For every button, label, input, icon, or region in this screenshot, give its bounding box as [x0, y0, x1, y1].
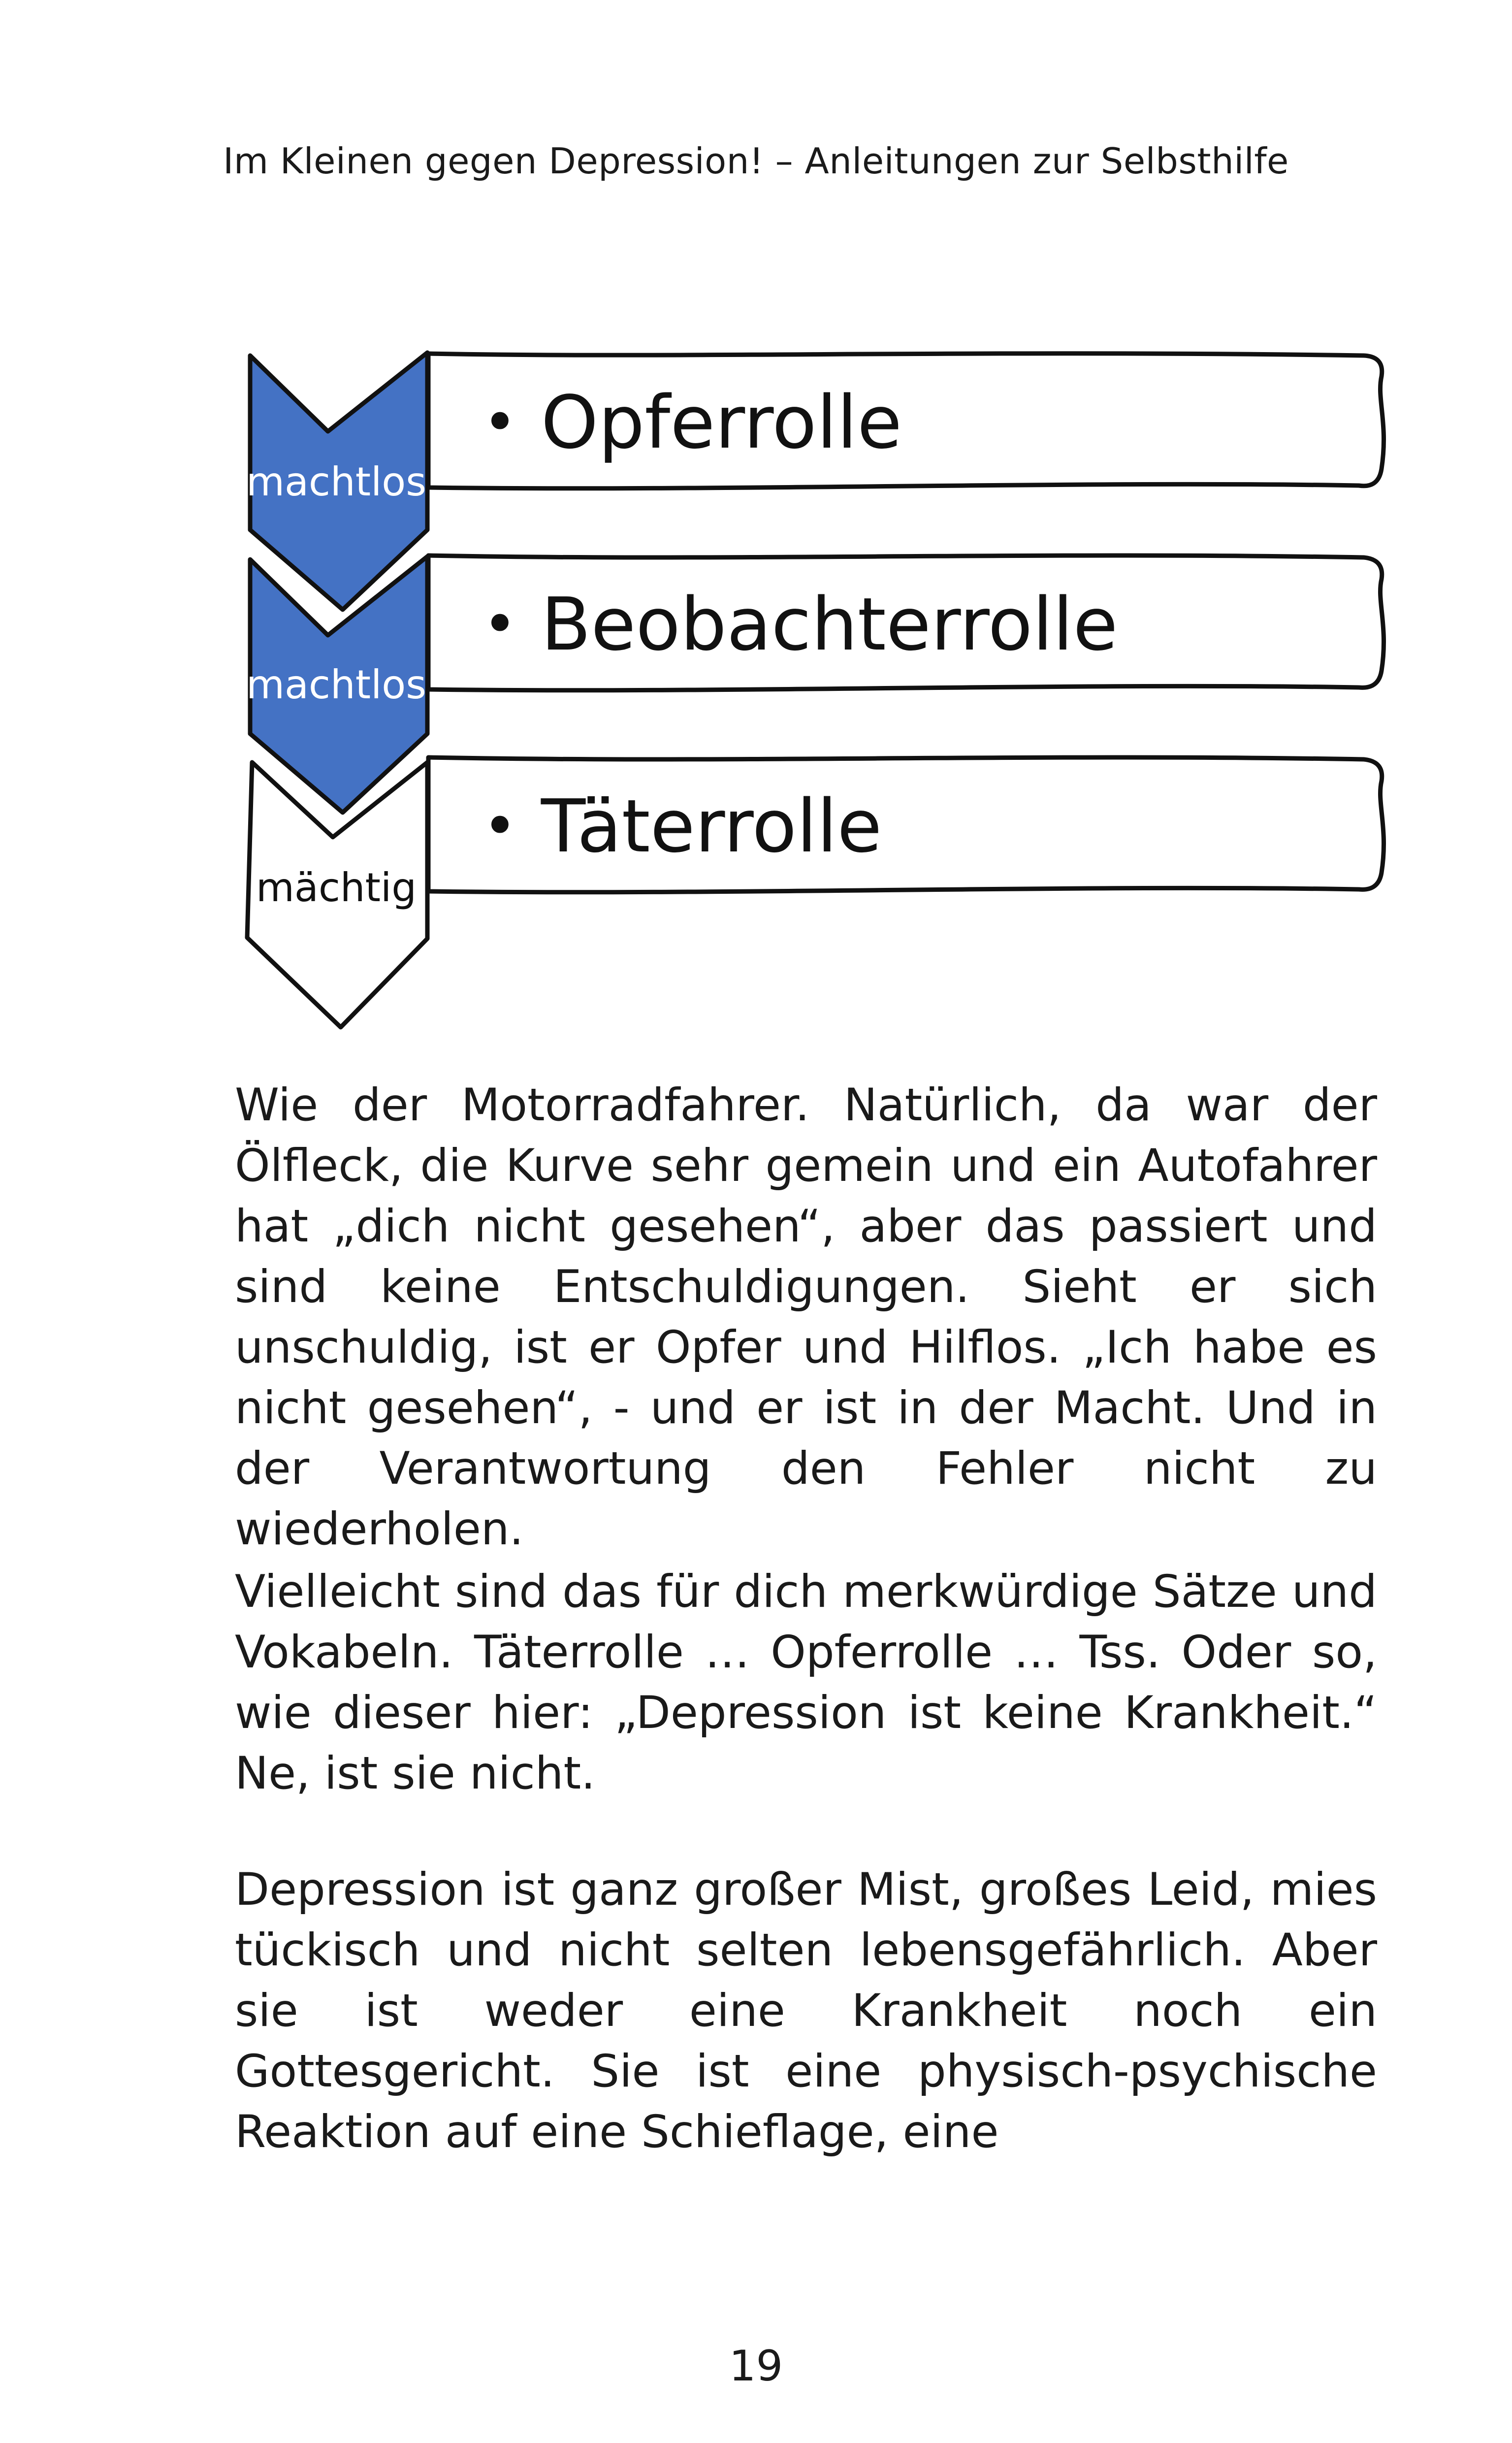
role-label-3: Täterrolle — [541, 784, 882, 869]
bullet-3: • — [483, 792, 517, 861]
role-item-1 — [483, 373, 902, 472]
page-number: 19 — [729, 2342, 783, 2391]
bullet-2: • — [483, 590, 517, 659]
role-label-1: Opferrolle — [541, 380, 902, 465]
role-item-2 — [483, 575, 1118, 674]
chevron-label-3: mächtig — [256, 865, 417, 911]
role-diagram — [236, 345, 1418, 1049]
role-item-3 — [483, 777, 882, 876]
paragraph-1: Wie der Motorradfahrer. Natürlich, da war der Ölfleck, die Kurve sehr gemein und ein Autofahrer hat „dich nicht gesehen“, aber das passiert und sind keine Entschuldigungen. Sieht er sich unschuldig, ist er Opfer und Hilflos. „Ich habe es nicht gesehen“, - und er ist in der Macht. Und in der Verantwortung den Fehler nicht zu wiederholen. — [235, 1079, 1377, 1555]
running-header: Im Kleinen gegen Depression! – Anleitungen zur Selbsthilfe — [223, 140, 1289, 182]
chevron-label-2: machtlos — [246, 662, 426, 708]
role-label-2: Beobachterrolle — [541, 582, 1118, 667]
bullet-1: • — [483, 388, 517, 457]
paragraph-3: Depression ist ganz großer Mist, großes Leid, mies tückisch und nicht selten lebensgefährlich. Aber sie ist weder eine Krankheit noch ein Gottesgericht. Sie ist eine physisch-psychische Reaktion auf eine Schieflage, eine — [235, 1864, 1377, 2158]
chevron-label-1: machtlos — [246, 459, 426, 505]
paragraph-2: Vielleicht sind das für dich merkwürdige Sätze und Vokabeln. Täterrolle … Opferrolle … Tss. Oder so, wie dieser hier: „Depression ist keine Krankheit.“ Ne, ist sie nicht. — [235, 1566, 1377, 1799]
